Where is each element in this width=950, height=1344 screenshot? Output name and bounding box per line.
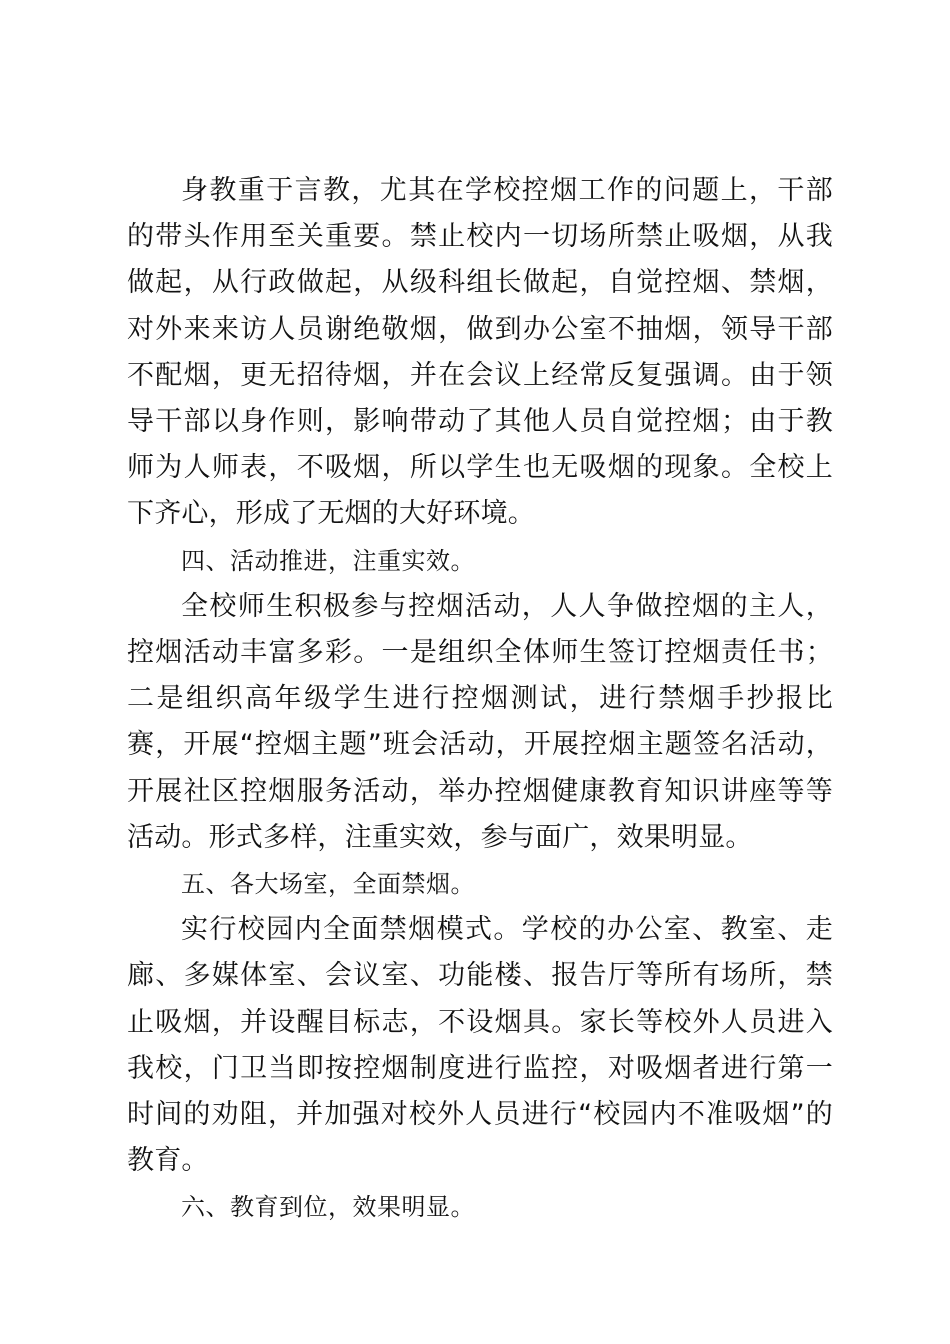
section-heading-4: 四、活动推进，注重实效。: [181, 546, 475, 575]
paragraph-activities: 全校师生积极参与控烟活动，人人争做控烟的主人，控烟活动丰富多彩。一是组织全体师生签订控烟责任书；二是组织高年级学生进行控烟测试，进行禁烟手抄报比赛，开展“控烟主题”班会活动，开展控烟主题签名活动，开展社区控烟服务活动，举办控烟健康教育知识讲座等等活动。形式多样，注重实效，参与面广，效果明显。: [127, 590, 833, 853]
paragraph-leadership-example: 身教重于言教，尤其在学校控烟工作的问题上，干部的带头作用至关重要。禁止校内一切场所禁止吸烟，从我做起，从行政做起，从级科组长做起，自觉控烟、禁烟，对外来来访人员谢绝敬烟，做到办公室不抽烟，领导干部不配烟，更无招待烟，并在会议上经常反复强调。由于领导干部以身作则，影响带动了其他人员自觉控烟；由于教师为人师表，不吸烟，所以学生也无吸烟的现象。全校上下齐心，形成了无烟的大好环境。: [127, 175, 833, 530]
document-page: [127, 168, 833, 1231]
paragraph-smoke-free-campus: 实行校园内全面禁烟模式。学校的办公室、教室、走廊、多媒体室、会议室、功能楼、报告厅等所有场所，禁止吸烟，并设醒目标志，不设烟具。家长等校外人员进入我校，门卫当即按控烟制度进行监控，对吸烟者进行第一时间的劝阻，并加强对校外人员进行“校园内不准吸烟”的教育。: [127, 914, 833, 1177]
section-heading-6: 六、教育到位，效果明显。: [181, 1193, 475, 1222]
section-heading-5: 五、各大场室，全面禁烟。: [181, 870, 475, 899]
